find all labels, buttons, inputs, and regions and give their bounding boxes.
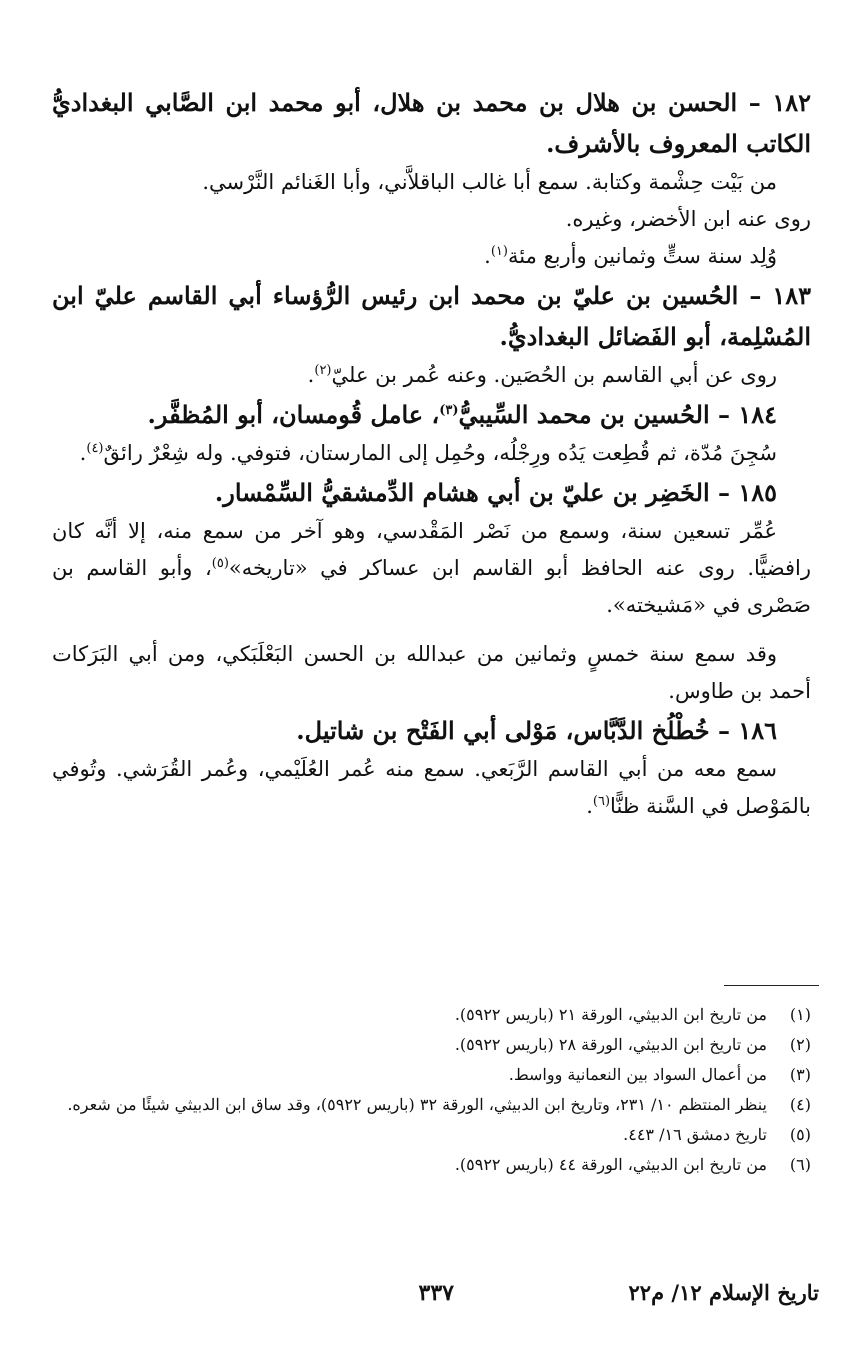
book-reference: تاريخ الإسلام ١٢/ م٢٢ <box>628 1280 819 1305</box>
entry-paragraph <box>52 513 811 624</box>
paragraph-text: وُلِد سنة ستٍّ وثمانين وأربع مئة <box>507 244 777 268</box>
entry-paragraph <box>52 238 811 275</box>
page-number: ٣٣٧ <box>418 1280 454 1306</box>
footnote-number: (٥) <box>789 1125 811 1144</box>
entry-title: ١٨٥ – الخَضِر بن عليّ بن أبي هشام الدِّمشقيُّ السِّمْسار. <box>214 478 777 507</box>
footnote-marker[interactable]: (٤) <box>86 441 104 456</box>
title-tail: ، عامل قُومسان، أبو المُظفَّر. <box>147 400 440 429</box>
entry-paragraph <box>52 357 811 394</box>
footnote-marker[interactable]: (١) <box>490 244 508 259</box>
footnote-number: (٣) <box>789 1065 811 1084</box>
footnotes <box>60 985 811 1182</box>
entry-paragraph <box>52 751 811 825</box>
paragraph-text: سمع معه من أبي القاسم الرَّبَعي. سمع منه عُمر العُلَيْمي، وعُمر القُرَشي. وتُوفي بالمَوْصل في السَّنة ظنًّا <box>52 757 811 818</box>
footnote-divider <box>724 985 819 986</box>
footnote-item <box>60 1002 811 1028</box>
footnote-number: (٢) <box>789 1035 811 1054</box>
footnote-marker[interactable]: (٢) <box>314 363 332 378</box>
footnote-number: (٦) <box>789 1155 811 1174</box>
entry-183 <box>52 275 811 394</box>
paragraph-text: سُجِنَ مُدّة، ثم قُطِعت يَدُه ورِجْلُه، وحُمِل إلى المارستان، فتوفي. وله شِعْرٌ رائقٌ <box>103 441 777 465</box>
entry-title <box>52 394 811 435</box>
footnote-text: من تاريخ ابن الدبيثي، الورقة ٢١ (باريس ٥٩٢٢). <box>454 1005 767 1024</box>
footnote-marker[interactable]: (٦) <box>592 794 611 809</box>
footnote-text: من تاريخ ابن الدبيثي، الورقة ٢٨ (باريس ٥٩٢٢). <box>454 1035 767 1054</box>
paragraph-tail: . <box>586 794 593 818</box>
entry-paragraph: وقد سمع سنة خمسٍ وثمانين من عبدالله بن الحسن البَعْلَبَكي، ومن أبي البَرَكات أحمد بن طاوس. <box>52 642 811 703</box>
footnote-item <box>60 1122 811 1148</box>
page-footer <box>60 1280 819 1320</box>
entry-paragraph: روى عنه ابن الأخضر، وغيره. <box>565 207 811 231</box>
entry-186 <box>52 710 811 825</box>
paragraph-text: روى عن أبي القاسم بن الحُصَين. وعنه عُمر بن عليّ <box>331 363 777 387</box>
entry-title: ١٨٢ – الحسن بن هلال بن محمد بن هلال، أبو محمد ابن الصَّابي البغداديُّ الكاتب المعروف بالأشرف. <box>52 88 811 158</box>
paragraph-tail: ، وأبو القاسم بن صَصْرى في «مَشيخته». <box>52 556 811 617</box>
paragraph-tail: . <box>79 441 87 465</box>
entry-paragraph: من بَيْت حِشْمة وكتابة. سمع أبا غالب الباقلاَّني، وأبا الغَنائم النَّرْسي. <box>202 170 777 194</box>
title-text: ١٨٤ – الحُسين بن محمد السِّيبيُّ <box>458 400 777 429</box>
footnote-marker[interactable]: (٥) <box>211 556 229 571</box>
footnote-text: تاريخ دمشق ١٦/ ٤٤٣. <box>623 1125 767 1144</box>
footnote-text: من تاريخ ابن الدبيثي، الورقة ٤٤ (باريس ٥٩٢٢). <box>454 1155 767 1174</box>
footnote-item <box>60 1152 811 1178</box>
footnote-text: من أعمال السواد بين النعمانية وواسط. <box>508 1065 767 1084</box>
entry-title: ١٨٣ – الحُسين بن عليّ بن محمد ابن رئيس الرُّؤساء أبي القاسم عليّ ابن المُسْلِمة، أبو الفَضائل البغداديُّ. <box>52 281 811 351</box>
footnote-number: (١) <box>789 1005 811 1024</box>
footnote-marker[interactable]: (٣) <box>439 403 459 418</box>
entry-182 <box>52 82 811 275</box>
entry-paragraph <box>52 435 811 472</box>
paragraph-tail: . <box>484 244 491 268</box>
entry-184 <box>52 394 811 472</box>
footnote-text: ينظر المنتظم ١٠/ ٢٣١، وتاريخ ابن الدبيثي، الورقة ٣٢ (باريس ٥٩٢٢)، وقد ساق ابن الدبيثي شيئًا من شعره. <box>67 1095 767 1114</box>
footnote-item <box>60 1032 811 1058</box>
paragraph-text: عُمِّر تسعين سنة، وسمع من نَصْر المَقْدسي، وهو آخر من سمع منه، إلا أنَّه كان رافضيًّا. روى عنه الحافظ أبو القاسم ابن عساكر في «تاريخه» <box>52 519 811 580</box>
paragraph-tail: . <box>307 363 315 387</box>
footnote-number: (٤) <box>789 1095 811 1114</box>
footnote-item <box>60 1092 811 1118</box>
footnote-item <box>60 1062 811 1088</box>
entry-185 <box>52 472 811 710</box>
entry-title: ١٨٦ – خُطْلُخ الدَّبَّاس، مَوْلى أبي الفَتْح بن شاتيل. <box>296 716 777 745</box>
